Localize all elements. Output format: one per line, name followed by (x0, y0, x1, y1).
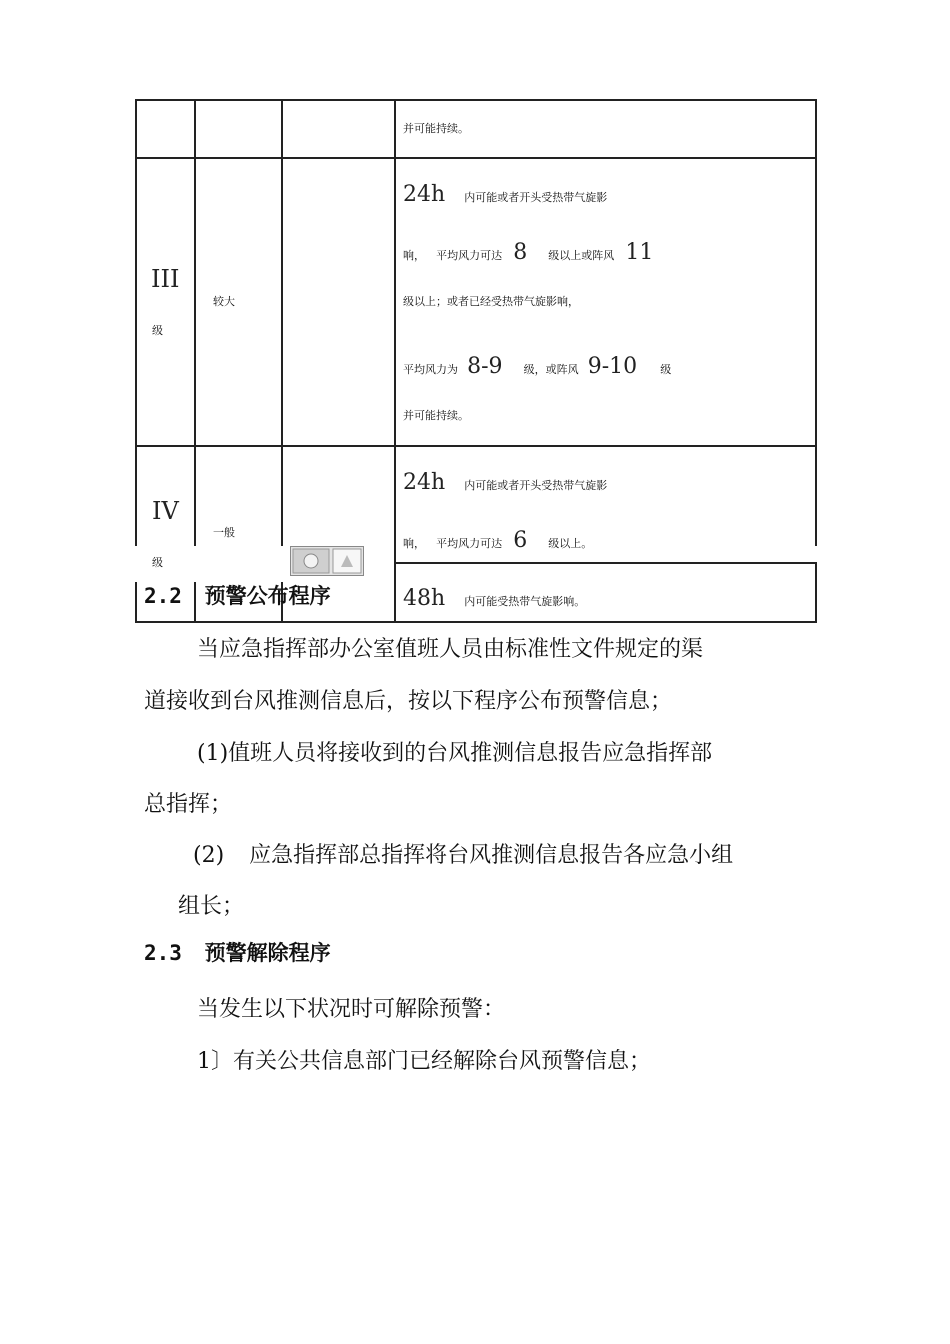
time-value: 24h (403, 182, 446, 207)
table-rule (394, 99, 396, 623)
row-top-description: 并可能持续。 (403, 122, 469, 135)
table-rule (815, 562, 817, 623)
paragraph-line: 道接收到台风推测信息后，按以下程序公布预警信息； (144, 689, 673, 714)
section-number: 2.3 (144, 941, 182, 965)
paragraph-line: 组长； (178, 894, 245, 919)
section-2-3-heading (144, 937, 331, 967)
paragraph-line: 当应急指挥部办公室值班人员由标准性文件规定的渠 (197, 637, 704, 662)
level-iii-line-2: 响， 平均风力可达 8 级以上或阵风 11 (403, 240, 654, 265)
section-title: 预警公布程序 (204, 584, 331, 608)
paragraph-line: 总指挥； (144, 792, 233, 817)
level-iv-line-2: 响， 平均风力可达 6 级以上。 (403, 528, 593, 553)
level-iv-line-3: 48h 内可能受热带气旋影响。 (403, 586, 586, 611)
table-rule (135, 99, 137, 546)
level-iii-suffix: 级 (152, 324, 163, 337)
table-rule (135, 99, 817, 101)
paragraph-line: (2) 应急指挥部总指挥将台风推测信息报告各应急小组 (193, 843, 734, 868)
level-iii-line-1: 24h 内可能或者开头受热带气旋影 (403, 182, 608, 207)
table-rule (135, 582, 137, 623)
time-value: 24h (403, 470, 446, 495)
paragraph-line: 当发生以下状况时可解除预警： (197, 997, 506, 1022)
level-iv-severity: 一般 (213, 526, 235, 539)
embedded-image-fragment (290, 546, 364, 576)
level-iii-severity: 较大 (213, 295, 235, 308)
wind-range-value: 8-9 (467, 354, 503, 379)
level-iv-line-1: 24h 内可能或者开头受热带气旋影 (403, 470, 608, 495)
gust-range-value: 9-10 (587, 354, 638, 379)
level-iv-numeral: IV (152, 497, 179, 525)
table-rule (135, 621, 817, 623)
table-rule (815, 99, 817, 546)
section-number: 2.2 (144, 584, 182, 608)
table-rule (394, 562, 817, 564)
list-item: 1〕有关公共信息部门已经解除台风预警信息； (197, 1049, 651, 1074)
level-iii-line-3: 级以上；或者已经受热带气旋影响， (403, 295, 579, 308)
image-thumbnail-icon (291, 547, 363, 575)
gust-level-value: 11 (625, 240, 654, 265)
table-rule (281, 99, 283, 546)
level-iv-suffix: 级 (152, 556, 163, 569)
level-iii-numeral: III (151, 265, 180, 293)
table-rule (135, 157, 817, 159)
list-number: (2) (193, 843, 225, 868)
section-title: 预警解除程序 (204, 941, 331, 965)
table-rule (135, 445, 817, 447)
time-value: 48h (403, 586, 446, 611)
table-rule (194, 99, 196, 546)
paragraph-line: (1)值班人员将接收到的台风推测信息报告应急指挥部 (197, 741, 713, 766)
level-iii-line-4: 平均风力为 8-9 级，或阵风 9-10 级 (403, 354, 672, 379)
wind-level-value: 6 (513, 528, 528, 553)
wind-level-value: 8 (513, 240, 528, 265)
section-2-2-heading (144, 580, 331, 610)
level-iii-line-5: 并可能持续。 (403, 409, 469, 422)
